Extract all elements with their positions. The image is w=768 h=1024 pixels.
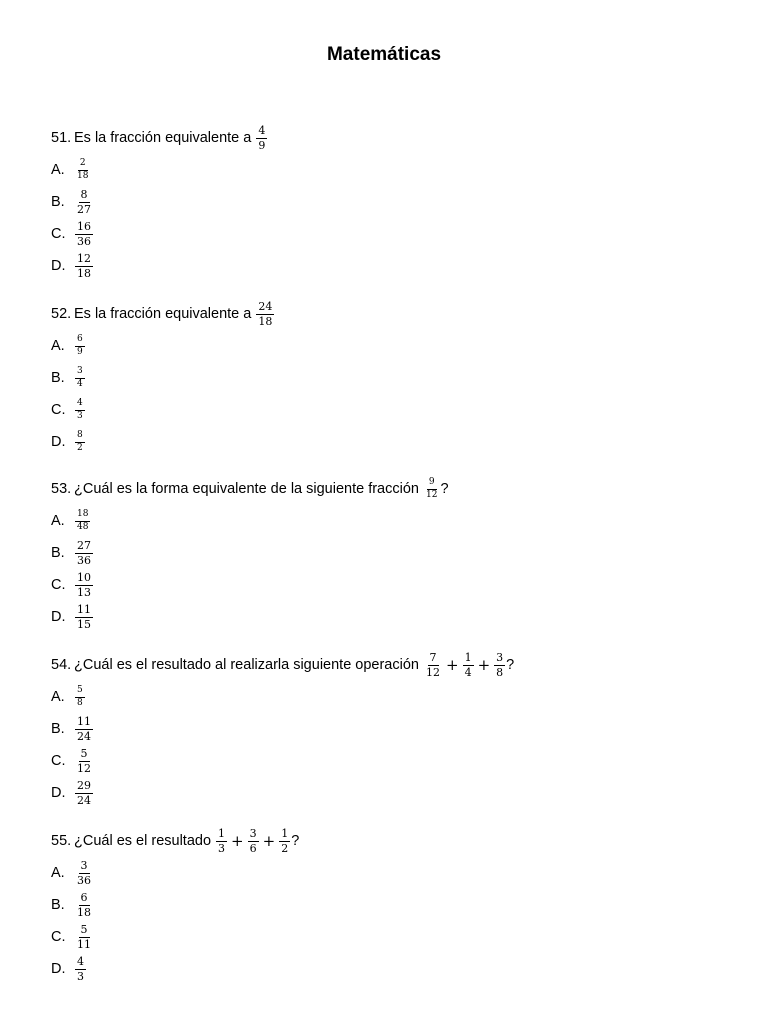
numerator: 6	[80, 890, 88, 904]
denominator: 36	[77, 234, 91, 248]
option-letter: B.	[51, 721, 65, 737]
numerator: 1	[464, 650, 472, 664]
option-fraction	[75, 860, 93, 886]
answer-option-c	[51, 569, 731, 601]
question-52	[51, 298, 731, 458]
option-letter: A.	[51, 513, 65, 529]
option-letter: C.	[51, 753, 66, 769]
option-letter: A.	[51, 689, 65, 705]
denominator: 4	[77, 378, 83, 389]
numerator: 11	[77, 602, 91, 616]
option-fraction	[75, 221, 93, 247]
option-fraction	[75, 510, 90, 532]
answer-option-a	[51, 505, 731, 537]
question-number: 53.	[51, 481, 72, 497]
option-fraction	[75, 686, 85, 708]
option-letter: D.	[51, 434, 66, 450]
numerator: 6	[75, 335, 85, 346]
question-stem	[51, 825, 731, 857]
denominator: 36	[77, 553, 91, 567]
denominator: 12	[426, 665, 440, 679]
answer-option-c	[51, 745, 731, 777]
answer-option-b	[51, 713, 731, 745]
denominator: 6	[249, 841, 257, 855]
question-text: ¿Cuál es el resultado	[74, 833, 216, 849]
denominator: 36	[77, 873, 91, 887]
denominator: 18	[258, 314, 273, 328]
option-letter: B.	[51, 370, 65, 386]
denominator: 11	[77, 937, 91, 951]
numerator: 5	[75, 686, 85, 697]
numerator: 16	[77, 219, 91, 233]
numerator: 5	[80, 922, 88, 936]
denominator: 18	[77, 905, 91, 919]
numerator: 4	[77, 954, 84, 968]
denominator: 18	[77, 266, 91, 280]
stem-fraction	[248, 828, 259, 854]
question-number: 54.	[51, 657, 72, 673]
question-51	[51, 122, 731, 282]
option-letter: C.	[51, 402, 66, 418]
numerator: 3	[249, 826, 257, 840]
denominator: 2	[281, 841, 289, 855]
question-text: Es la fracción equivalente a	[74, 130, 256, 146]
question-suffix: ?	[506, 657, 515, 673]
option-fraction	[75, 604, 93, 630]
answer-option-a	[51, 154, 731, 186]
answer-option-b	[51, 186, 731, 218]
denominator: 18	[77, 170, 89, 181]
option-fraction	[75, 572, 93, 598]
answer-option-a	[51, 857, 731, 889]
answer-option-c	[51, 921, 731, 953]
denominator: 9	[258, 138, 266, 152]
stem-fraction	[424, 478, 439, 500]
option-fraction	[75, 335, 85, 357]
question-stem	[51, 649, 731, 681]
option-letter: A.	[51, 338, 65, 354]
option-fraction	[75, 540, 93, 566]
option-fraction	[75, 924, 93, 950]
denominator: 12	[426, 489, 438, 500]
answer-option-c	[51, 218, 731, 250]
numerator: 3	[496, 650, 504, 664]
answer-option-d	[51, 953, 731, 985]
numerator: 2	[78, 159, 88, 170]
stem-fraction	[424, 652, 442, 678]
option-letter: D.	[51, 609, 66, 625]
numerator: 7	[429, 650, 437, 664]
option-fraction	[75, 780, 93, 806]
option-fraction	[75, 956, 86, 982]
stem-fraction	[256, 301, 274, 327]
question-text: ¿Cuál es el resultado al realizarla siguiente operación	[74, 657, 423, 673]
numerator: 24	[258, 299, 273, 313]
numerator: 1	[281, 826, 289, 840]
denominator: 12	[77, 761, 91, 775]
answer-option-b	[51, 362, 731, 394]
answer-option-a	[51, 681, 731, 713]
numerator: 5	[80, 746, 88, 760]
denominator: 15	[77, 617, 91, 631]
question-number: 55.	[51, 833, 72, 849]
option-fraction	[75, 748, 93, 774]
denominator: 2	[77, 442, 83, 453]
option-fraction	[75, 189, 93, 215]
option-fraction	[75, 431, 85, 453]
denominator: 13	[77, 585, 91, 599]
stem-fraction	[216, 828, 227, 854]
option-letter: A.	[51, 162, 65, 178]
question-55	[51, 825, 731, 985]
option-letter: B.	[51, 194, 65, 210]
stem-fraction	[279, 828, 290, 854]
option-letter: A.	[51, 865, 65, 881]
numerator: 4	[75, 399, 85, 410]
denominator: 8	[77, 697, 83, 708]
denominator: 8	[496, 665, 504, 679]
denominator: 4	[464, 665, 472, 679]
option-fraction	[75, 399, 85, 421]
question-stem	[51, 298, 731, 330]
option-letter: D.	[51, 961, 66, 977]
numerator: 8	[80, 187, 88, 201]
question-53	[51, 473, 731, 633]
question-number: 51.	[51, 130, 72, 146]
denominator: 24	[77, 729, 91, 743]
answer-option-d	[51, 250, 731, 282]
denominator: 3	[77, 969, 84, 983]
numerator: 18	[75, 510, 90, 521]
question-text: ¿Cuál es la forma equivalente de la siguiente fracción	[74, 481, 423, 497]
option-letter: B.	[51, 545, 65, 561]
option-fraction	[75, 159, 90, 181]
denominator: 48	[77, 521, 89, 532]
denominator: 3	[218, 841, 226, 855]
question-stem	[51, 122, 731, 154]
stem-fraction	[463, 652, 474, 678]
option-letter: C.	[51, 226, 66, 242]
numerator: 9	[427, 478, 437, 489]
numerator: 10	[77, 570, 91, 584]
answer-option-d	[51, 777, 731, 809]
numerator: 4	[258, 123, 266, 137]
numerator: 29	[77, 778, 91, 792]
answer-option-b	[51, 889, 731, 921]
question-text: Es la fracción equivalente a	[74, 306, 256, 322]
numerator: 1	[218, 826, 226, 840]
answer-option-d	[51, 601, 731, 633]
option-letter: B.	[51, 897, 65, 913]
numerator: 11	[77, 714, 91, 728]
question-stem	[51, 473, 731, 505]
question-suffix: ?	[291, 833, 300, 849]
answer-option-d	[51, 426, 731, 458]
answer-option-b	[51, 537, 731, 569]
numerator: 3	[80, 858, 88, 872]
question-number: 52.	[51, 306, 72, 322]
answer-option-c	[51, 394, 731, 426]
plus-operator: +	[231, 832, 244, 850]
option-letter: C.	[51, 929, 66, 945]
numerator: 12	[77, 251, 91, 265]
plus-operator: +	[477, 656, 491, 674]
option-fraction	[75, 892, 93, 918]
denominator: 24	[77, 793, 91, 807]
option-letter: C.	[51, 577, 66, 593]
question-suffix: ?	[440, 481, 449, 497]
stem-fraction	[494, 652, 505, 678]
numerator: 27	[77, 538, 91, 552]
plus-operator: +	[262, 832, 276, 850]
option-letter: D.	[51, 785, 66, 801]
denominator: 9	[77, 346, 83, 357]
answer-option-a	[51, 330, 731, 362]
stem-fraction	[256, 125, 267, 151]
numerator: 3	[75, 367, 85, 378]
plus-operator: +	[446, 656, 459, 674]
option-fraction	[75, 367, 85, 389]
denominator: 27	[77, 202, 91, 216]
denominator: 3	[77, 410, 83, 421]
option-letter: D.	[51, 258, 66, 274]
option-fraction	[75, 716, 93, 742]
page-title: Matemáticas	[326, 44, 442, 65]
option-fraction	[75, 253, 93, 279]
question-54	[51, 649, 731, 809]
numerator: 8	[75, 431, 85, 442]
